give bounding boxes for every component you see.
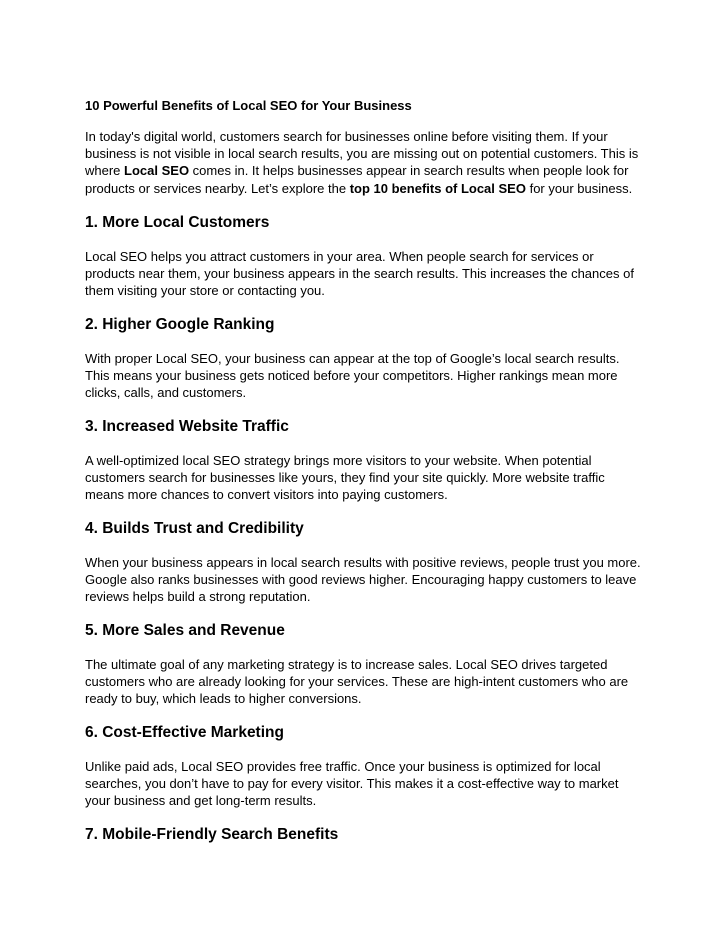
section-heading: 1. More Local Customers xyxy=(85,214,270,231)
document-title: 10 Powerful Benefits of Local SEO for Your Business xyxy=(85,98,412,113)
section-body: The ultimate goal of any marketing strategy is to increase sales. Local SEO drives targeted customers who are already looking for your services. These are high-intent customers who are ready to buy, which leads to higher conversions. xyxy=(85,657,629,707)
section-mobile-friendly xyxy=(85,825,645,845)
section-heading: 4. Builds Trust and Credibility xyxy=(85,520,304,537)
section-body: With proper Local SEO, your business can appear at the top of Google’s local search results. This means your business gets noticed before your competitors. Higher rankings mean more clicks, calls, and customers. xyxy=(85,351,620,401)
intro-bold-top-10: top 10 benefits of Local SEO xyxy=(349,180,526,196)
section-heading: 7. Mobile-Friendly Search Benefits xyxy=(85,826,339,843)
intro-text-1: In today's digital world, customers search for businesses online before visiting them. If your business is not visible in local search results, you are missing out on potential customers. This is where xyxy=(85,129,639,179)
section-heading: 6. Cost-Effective Marketing xyxy=(85,724,284,741)
section-heading: 5. More Sales and Revenue xyxy=(85,622,285,639)
intro-text-3: for your business. xyxy=(525,180,633,196)
intro-text-2: comes in. It helps businesses appear in search results when people look for products or services nearby. Let’s explore the xyxy=(85,163,629,196)
section-more-local-customers xyxy=(85,213,645,300)
section-body: Unlike paid ads, Local SEO provides free traffic. Once your business is optimized for local searches, you don’t have to pay for every visitor. This makes it a cost-effective way to market your business and get long-term results. xyxy=(85,759,619,809)
section-body: Local SEO helps you attract customers in your area. When people search for services or products near them, your business appears in the search results. This increases the chances of them visiting your store or contacting you. xyxy=(85,249,634,299)
section-heading: 2. Higher Google Ranking xyxy=(85,316,275,333)
section-heading: 3. Increased Website Traffic xyxy=(85,418,289,435)
section-body: When your business appears in local search results with positive reviews, people trust you more. Google also ranks businesses with good reviews higher. Encouraging happy customers to leave reviews helps build a strong reputation. xyxy=(85,555,641,605)
section-more-sales xyxy=(85,621,645,708)
section-increased-website-traffic xyxy=(85,417,645,504)
section-builds-trust xyxy=(85,519,645,606)
section-higher-google-ranking xyxy=(85,315,645,402)
section-body: A well-optimized local SEO strategy brings more visitors to your website. When potential customers search for businesses like yours, they find your site quickly. More website traffic means more chances to convert visitors into paying customers. xyxy=(85,453,605,503)
section-cost-effective-marketing xyxy=(85,723,645,810)
intro-paragraph xyxy=(85,128,645,197)
intro-bold-local-seo: Local SEO xyxy=(124,163,190,179)
